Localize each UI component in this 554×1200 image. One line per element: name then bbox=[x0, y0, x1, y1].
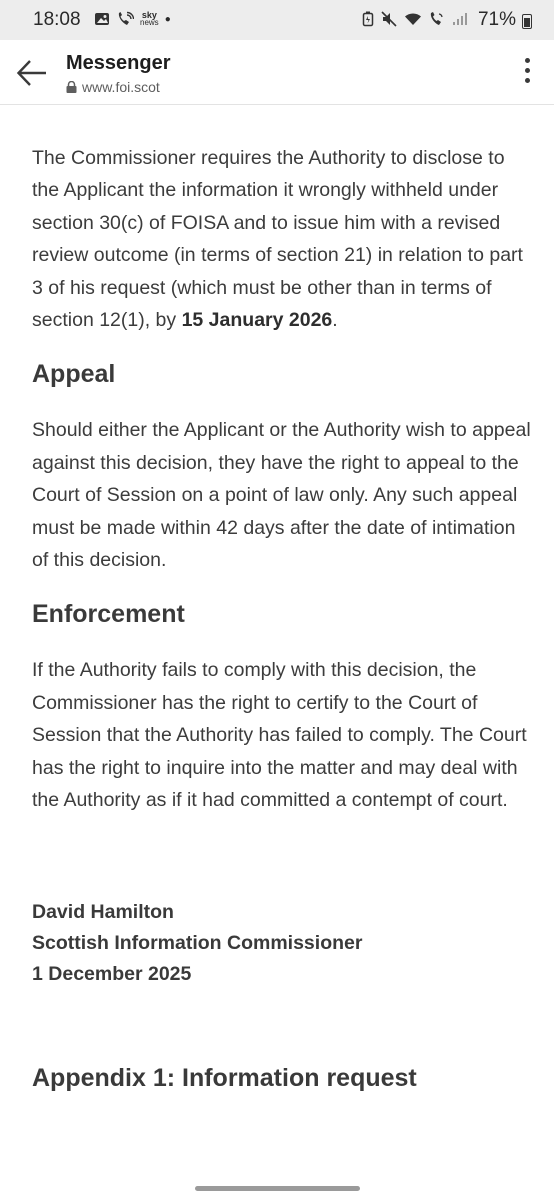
signature-name: David Hamilton bbox=[32, 900, 174, 923]
signature-date: 1 December 2025 bbox=[32, 962, 192, 985]
header-url bbox=[66, 79, 160, 95]
mute-icon bbox=[381, 11, 397, 27]
battery-saver-icon bbox=[362, 11, 374, 27]
appeal-paragraph: Should either the Applicant or the Authority wish to appeal against this decision, they have the right to appeal to the Court of Session on a point of law only. Any such appeal must be made within 42 days after the date of intimation of this decision. bbox=[32, 419, 531, 572]
gesture-nav-handle[interactable] bbox=[195, 1186, 360, 1191]
sky-label: sky bbox=[141, 10, 157, 20]
signature-block bbox=[32, 897, 532, 990]
battery-percent: 71% bbox=[477, 9, 516, 30]
signal-icon bbox=[452, 12, 468, 26]
status-bar bbox=[0, 0, 554, 40]
notification-dot-icon: ● bbox=[164, 13, 171, 25]
status-right-icons bbox=[362, 11, 468, 27]
wifi-icon bbox=[404, 12, 422, 26]
signature-title: Scottish Information Commissioner bbox=[32, 931, 363, 954]
status-time: 18:08 bbox=[33, 9, 81, 30]
image-icon bbox=[94, 12, 110, 26]
decision-paragraph bbox=[32, 142, 532, 336]
appeal-heading: Appeal bbox=[32, 360, 116, 389]
status-left-icons bbox=[94, 11, 171, 27]
deadline-date: 15 January 2026 bbox=[181, 309, 333, 332]
sky-news-icon bbox=[140, 11, 159, 27]
url-text: www.foi.scot bbox=[82, 79, 160, 95]
browser-header bbox=[0, 40, 554, 105]
header-title: Messenger bbox=[66, 52, 171, 74]
more-options-icon[interactable] bbox=[522, 58, 532, 88]
appendix-heading: Appendix 1: Information request bbox=[32, 1063, 417, 1092]
battery-icon bbox=[522, 14, 532, 29]
news-label: news bbox=[140, 18, 159, 27]
article-content bbox=[32, 142, 532, 1094]
back-arrow-icon[interactable] bbox=[15, 56, 49, 90]
enforcement-heading: Enforcement bbox=[32, 600, 185, 629]
lock-icon bbox=[66, 81, 77, 93]
enforcement-paragraph: If the Authority fails to comply with this decision, the Commissioner has the right to certify to the Court of Session that the Authority has failed to comply. The Court has the right to inquire into the matter and may deal with the Authority as if it had committed a contempt of court. bbox=[32, 659, 527, 812]
call-icon bbox=[429, 11, 445, 27]
decision-text: The Commissioner requires the Authority to disclose to the Applicant the information it wrongly withheld under section 30(c) of FOISA and to issue him with a revised review outcome (in terms of section 21) in relation to part 3 of his request (which must be other than in terms of section 12(1), by bbox=[32, 147, 523, 332]
wifi-call-icon bbox=[116, 11, 134, 27]
decision-end: . bbox=[332, 309, 338, 332]
